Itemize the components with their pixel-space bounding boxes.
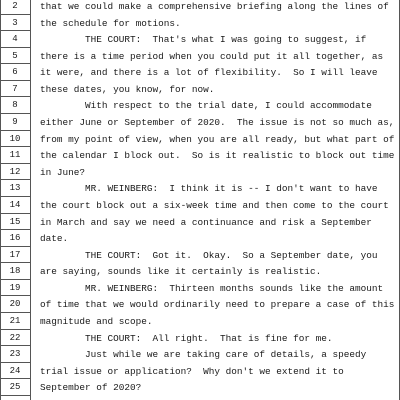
transcript-line: the schedule for motions. — [40, 17, 181, 29]
line-number: 16 — [9, 233, 21, 244]
transcript-line: in June? — [40, 166, 86, 178]
transcript-line: of time that we would ordinarily need to prepare a case of this — [40, 299, 395, 311]
line-number: 17 — [9, 249, 21, 260]
line-number: 21 — [9, 316, 21, 327]
transcript-line: THE COURT: Got it. Okay. So a September date, you — [40, 249, 378, 261]
line-number: 24 — [9, 365, 21, 376]
transcript-line: MR. WEINBERG: Thirteen months sounds like the amount — [40, 282, 384, 294]
line-number: 13 — [9, 183, 21, 194]
transcript-line: the calendar I block out. So is it realistic to block out time — [40, 150, 395, 162]
transcript-line: that we could make a comprehensive briefing along the lines of — [40, 1, 389, 12]
transcript-line: date. — [40, 233, 69, 245]
line-number: 4 — [12, 34, 18, 45]
transcript-line: With respect to the trial date, I could accommodate — [40, 100, 372, 112]
transcript-line: magnitude and scope. — [40, 316, 153, 328]
line-number: 23 — [9, 349, 21, 360]
line-number: 20 — [9, 299, 21, 310]
transcript-line: these dates, you know, for now. — [40, 83, 215, 95]
line-number: 5 — [12, 50, 18, 61]
gutter-right-rule — [30, 0, 31, 400]
line-number: 25 — [9, 382, 21, 393]
transcript-line: either June or September of 2020. The issue is not so much as, — [40, 117, 395, 129]
transcript-line: in March and say we need a continuance and risk a September — [40, 216, 372, 228]
line-number: 12 — [9, 166, 21, 177]
transcript-line: September of 2020? — [40, 382, 142, 394]
transcript-line: it were, and there is a lot of flexibility. So I will leave — [40, 67, 378, 79]
line-number: 3 — [12, 17, 18, 28]
transcript-line: are saying, sounds like it certainly is realistic. — [40, 266, 322, 278]
transcript-line: trial issue or application? Why don't we extend it to — [40, 365, 344, 377]
transcript-line: THE COURT: That's what I was going to suggest, if — [40, 34, 367, 46]
transcript-line: MR. WEINBERG: I think it is -- I don't want to have — [40, 183, 378, 195]
line-number: 6 — [12, 67, 18, 78]
line-number: 18 — [9, 266, 21, 277]
transcript-line: the court block out a six-week time and then come to the court — [40, 199, 389, 211]
line-number: 19 — [9, 282, 21, 293]
transcript-line: from my point of view, when you are all ready, but what part of — [40, 133, 395, 145]
line-number: 8 — [12, 100, 18, 111]
transcript-line: there is a time period when you could put it all together, as — [40, 50, 384, 62]
line-number: 14 — [9, 199, 21, 210]
line-number: 15 — [9, 216, 21, 227]
line-number: 10 — [9, 133, 21, 144]
line-number: 11 — [9, 150, 21, 161]
transcript-line: Just while we are taking care of details, a speedy — [40, 349, 367, 361]
line-number: 22 — [9, 332, 21, 343]
transcript-line: THE COURT: All right. That is fine for me. — [40, 332, 333, 344]
line-number: 9 — [12, 117, 18, 128]
line-number: 7 — [12, 83, 18, 94]
line-number: 2 — [12, 1, 18, 11]
